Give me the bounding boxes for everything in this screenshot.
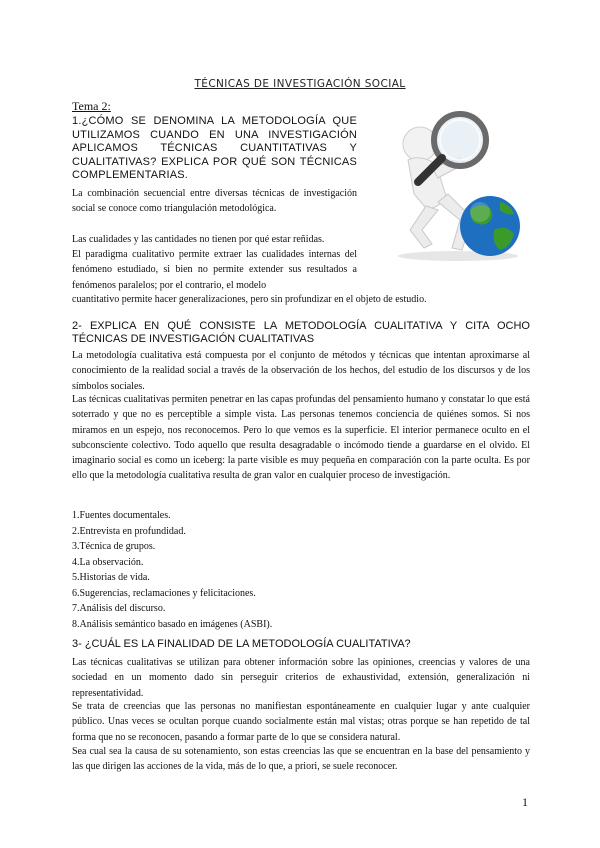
list-item: 6.Sugerencias, reclamaciones y felicitaciones.: [72, 587, 256, 599]
question-3-heading: 3- ¿CUÁL ES LA FINALIDAD DE LA METODOLOGÍA CUALITATIVA?: [72, 638, 411, 650]
list-item: 5.Historias de vida.: [72, 572, 150, 583]
page-number: 1: [522, 795, 528, 809]
list-item: 2.Entrevista en profundidad.: [72, 525, 186, 537]
section-heading: Tema 2:: [72, 99, 111, 113]
question-1-paragraph: El paradigma cualitativo permite extraer las cualidades internas del fenómeno estudiado, si bien no permite extender sus resultados a fenómenos paralelos; por el contrario, el modelo: [72, 249, 357, 291]
question-3-paragraph: Se trata de creencias que las personas no manifiestan espontáneamente en cualquier lugar y ante cualquier público. Unas veces se ocultan porque cuando socialmente están mal vistas; otras porque se han repetido de tal forma que no se reconocen, pasando a formar parte de lo que se considera natural.: [72, 701, 530, 743]
list-item: 8.Análisis semántico basado en imágenes (ASBI).: [72, 618, 273, 630]
document-title: TÉCNICAS DE INVESTIGACIÓN SOCIAL: [194, 78, 406, 90]
question-2-heading: 2- EXPLICA EN QUÉ CONSISTE LA METODOLOGÍA CUALITATIVA Y CITA OCHO TÉCNICAS DE INVESTIGACIÓN CUALITATIVAS: [72, 320, 530, 346]
techniques-list: [72, 508, 272, 632]
list-item: 4.La observación.: [72, 556, 144, 568]
question-3-paragraph: Las técnicas cualitativas se utilizan para obtener información sobre las opiniones, creencias y valores de una sociedad en un momento dado sin perseguir criterios de exhaustividad, extensión, generalización ni representatividad.: [72, 657, 530, 699]
question-2-paragraph: Las técnicas cualitativas permiten penetrar en las capas profundas del pensamiento humano y constatar lo que está soterrado y que no es perceptible a simple vista. Las personas tenemos conciencia de quiénes somos. Si nos miramos en un espejo, nos reconocemos. Pero lo que vemos es la superficie. El interior permanece oculto en el subconsciente colectivo. Todo aquello que resulta desagradable o incómodo tiende a guardarse en el olvido. El imaginario social es como un iceberg: la parte visible es muy pequeña en comparación con la parte oculta. Es por ello que la metodología cualitativa resulta de gran valor en cualquier proceso de investigación.: [72, 394, 530, 482]
list-item: 1.Fuentes documentales.: [72, 510, 171, 521]
question-3-paragraph: Sea cual sea la causa de su sotenamiento, son estas creencias las que se encuentran en la base del pensamiento y las que dirigen las acciones de la vida, más de lo que, a priori, se suele reconocer.: [72, 746, 530, 773]
figure-magnifier-globe-icon: [368, 98, 533, 263]
list-item: 7.Análisis del discurso.: [72, 603, 166, 614]
question-2-paragraph: La metodología cualitativa está compuesta por el conjunto de métodos y técnicas que intentan aproximarse al conocimiento de la realidad social a través de la observación de los hechos, del estudio de los discursos y de los símbolos sociales.: [72, 350, 530, 392]
list-item: 3.Técnica de grupos.: [72, 541, 156, 552]
question-1-paragraph: La combinación secuencial entre diversas técnicas de investigación social se conoce como triangulación metodológica.: [72, 188, 357, 215]
question-1-heading: 1.¿CÓMO SE DENOMINA LA METODOLOGÍA QUE UTILIZAMOS CUANDO EN UNA INVESTIGACIÓN APLICAMOS TÉCNICAS CUANTITATIVAS Y CUALITATIVAS? EXPLICA POR QUÉ SON TÉCNICAS COMPLEMENTARIAS.: [72, 115, 357, 182]
question-1-paragraph: Las cualidades y las cantidades no tienen por qué estar reñidas.: [72, 234, 325, 245]
question-1-paragraph: cuantitativo permite hacer generalizaciones, pero sin profundizar en el objeto de estudio.: [72, 294, 427, 305]
